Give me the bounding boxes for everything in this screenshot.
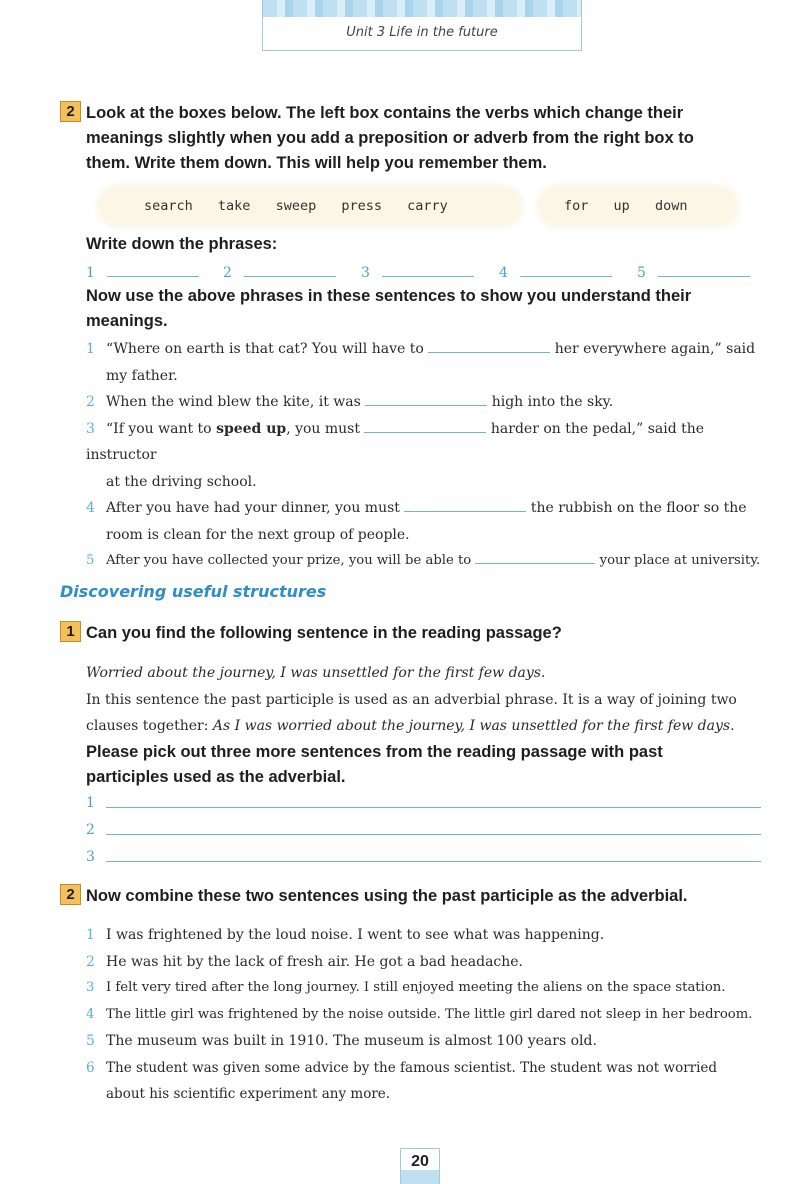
answer-line[interactable]: 2 [86, 822, 761, 842]
answer-blank[interactable] [364, 418, 486, 433]
combine-item: 3 I felt very tired after the long journey. I still enjoyed meeting the aliens on the space station. [86, 980, 726, 995]
phrase-blank[interactable]: 2 [223, 262, 336, 281]
exercise-number-badge: 2 [60, 884, 81, 905]
phrase-blanks [86, 262, 756, 282]
combine-item: 4 The little girl was frightened by the noise outside. The little girl dared not sleep in her bedroom. [86, 1006, 753, 1022]
explanation-line: In this sentence the past participle is used as an adverbial phrase. It is a way of joining two [86, 691, 737, 708]
combine-item: 1 I was frightened by the loud noise. I went to see what was happening. [86, 927, 605, 943]
particle-word: down [654, 198, 688, 214]
sentence-list [86, 336, 776, 575]
unit-header [262, 0, 582, 51]
phrase-blank[interactable]: 4 [499, 262, 612, 281]
particle-word: for [564, 198, 589, 214]
unit-title: Unit 3 Life in the future [346, 25, 498, 40]
pick-out-instruction: Please pick out three more sentences from the reading passage with past participles used as the adverbial. [86, 743, 663, 786]
verb-word: take [217, 198, 251, 214]
page-number: 20 [400, 1148, 440, 1184]
combine-sentences-list [86, 922, 776, 1108]
exercise-2-instruction: 2 Look at the boxes below. The left box contains the verbs which change their meanings slightly when you add a preposition or adverb from the right box to them. Write them down. This will help you remember them. [60, 101, 775, 176]
answer-blank[interactable] [475, 549, 595, 564]
exercise-number-badge: 1 [60, 621, 81, 642]
use-phrases-instruction: Now use the above phrases in these sentences to show you understand their meanings. [86, 287, 692, 330]
sentence-item: 4 After you have had your dinner, you must the rubbish on the floor so the room is clean for the next group of people. [86, 495, 776, 548]
verbs-box [100, 188, 520, 224]
verb-word: search [144, 198, 193, 214]
particles-box [540, 188, 736, 224]
phrase-blank[interactable]: 5 [637, 262, 750, 281]
explanation-line: clauses together: As I was worried about the journey, I was unsettled for the first few days. [86, 718, 735, 734]
structures-2-instruction: 2 Now combine these two sentences using the past participle as the adverbial. [60, 884, 688, 909]
answer-line[interactable]: 3 [86, 849, 761, 869]
answer-blank[interactable] [428, 338, 550, 353]
phrase-blank[interactable]: 3 [361, 262, 474, 281]
answer-line[interactable]: 1 [86, 795, 761, 815]
verb-word: press [341, 198, 382, 214]
example-sentence: Worried about the journey, I was unsettled for the first few days. [86, 665, 546, 681]
verb-word: sweep [275, 198, 317, 214]
answer-blank[interactable] [365, 391, 487, 406]
section-title: Discovering useful structures [60, 582, 327, 601]
sentence-item: 5 After you have collected your prize, you will be able to your place at university. [86, 548, 776, 575]
answer-blank[interactable] [404, 497, 526, 512]
sentence-item: 3 “If you want to speed up, you must harder on the pedal,” said the instructor at the driving school. [86, 416, 776, 496]
structures-1-body [86, 660, 776, 740]
sentence-item: 2 When the wind blew the kite, it was high into the sky. [86, 389, 776, 416]
combine-item: 6 The student was given some advice by the famous scientist. The student was not worried about his scientific experiment any more. [86, 1059, 718, 1102]
combine-item: 5 The museum was built in 1910. The museum is almost 100 years old. [86, 1033, 597, 1049]
sentence-item: 1 “Where on earth is that cat? You will have to her everywhere again,” said my father. [86, 336, 776, 389]
header-wave-decoration [263, 0, 581, 17]
phrase-blank[interactable]: 1 [86, 262, 199, 281]
combine-item: 2 He was hit by the lack of fresh air. He got a bad headache. [86, 953, 524, 970]
verb-word: carry [407, 198, 448, 214]
particle-word: up [613, 198, 630, 214]
word-boxes [100, 188, 736, 224]
exercise-number-badge: 2 [60, 101, 81, 122]
write-down-label: Write down the phrases: [86, 235, 278, 253]
structures-1-instruction: 1 Can you find the following sentence in the reading passage? [60, 621, 562, 646]
